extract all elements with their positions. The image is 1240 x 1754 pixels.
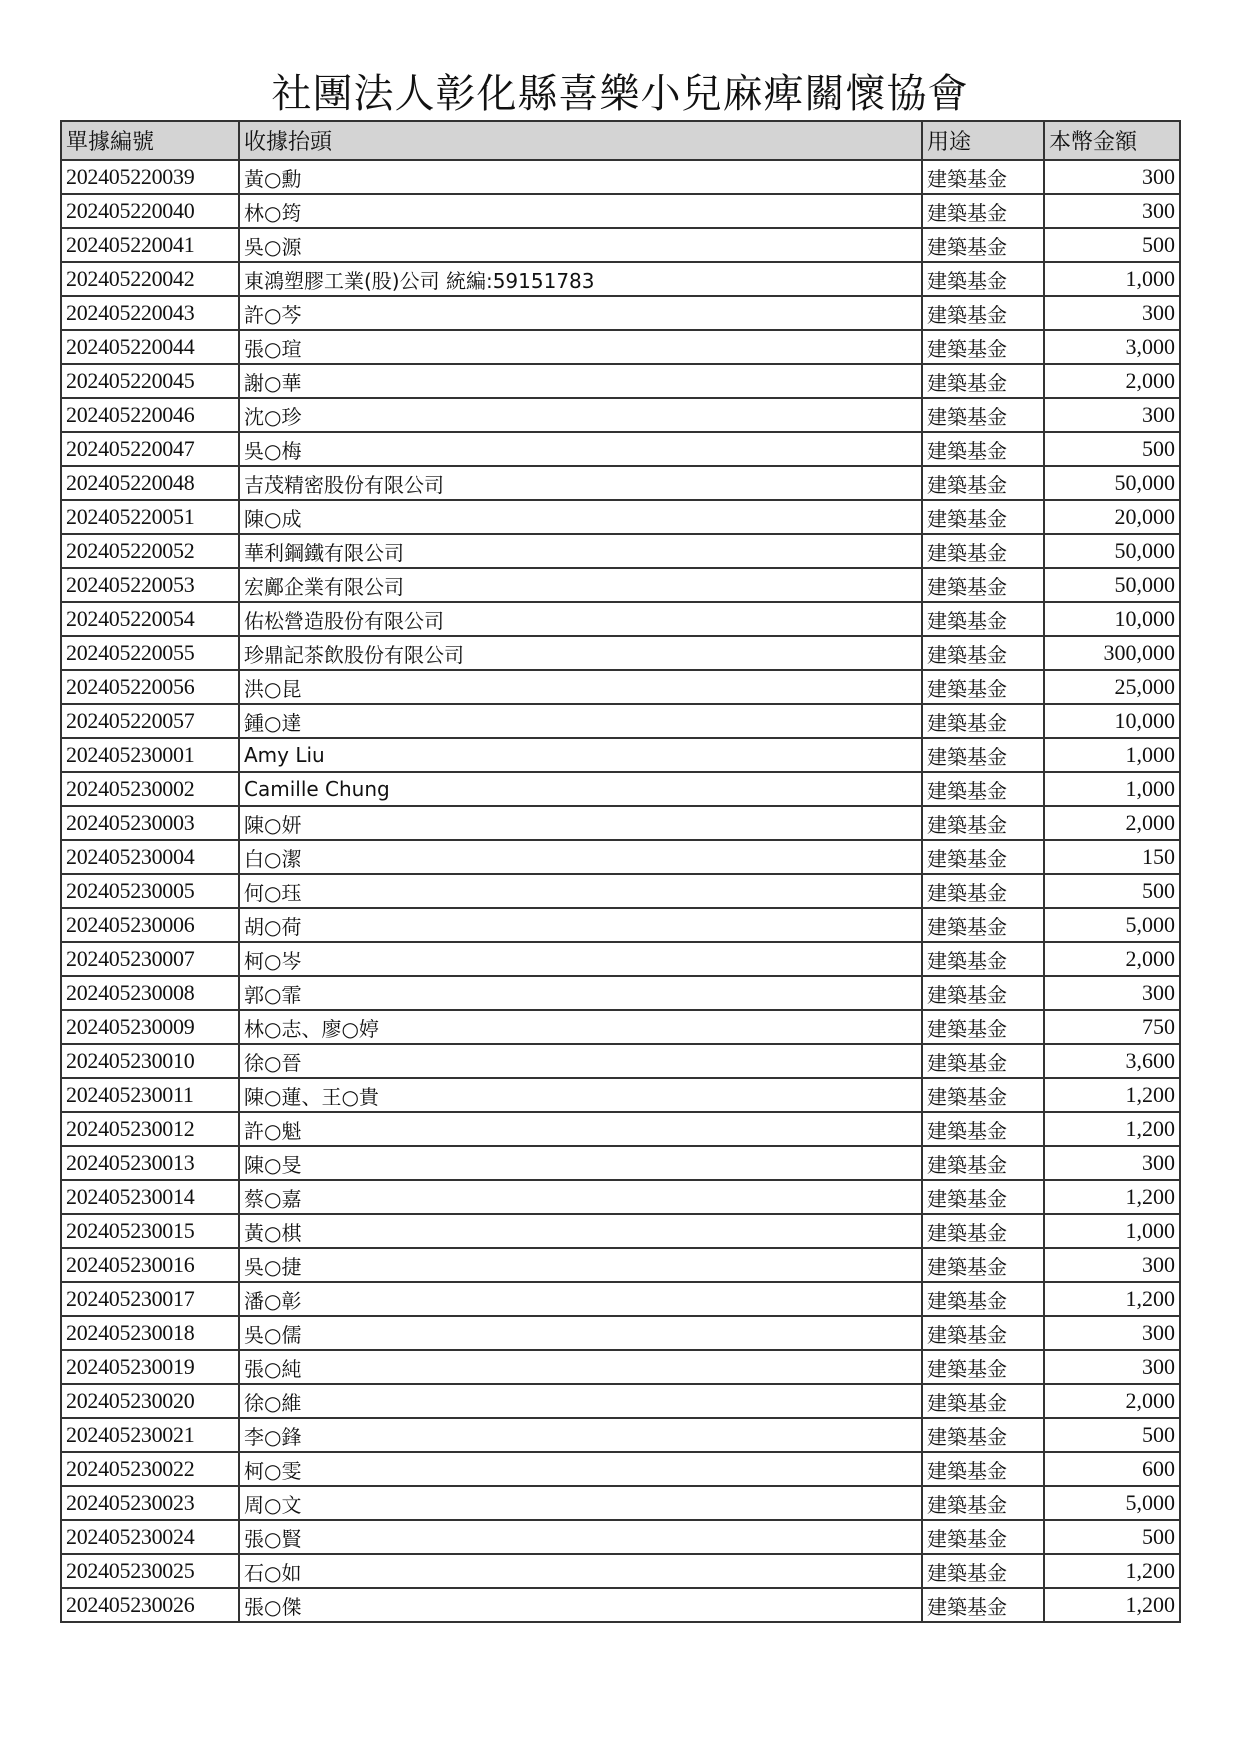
receipt-number-cell: 202405220042 [61,262,239,296]
receipt-number-cell: 202405230011 [61,1078,239,1112]
receipt-number-cell: 202405230005 [61,874,239,908]
table-row [61,1214,1180,1248]
amount-cell: 5,000 [1044,908,1180,942]
receipt-title-cell: 吳○儒 [239,1316,922,1350]
header-receipt-no: 單據編號 [61,121,239,160]
receipt-title-cell: 黃○棋 [239,1214,922,1248]
receipt-number-cell: 202405230024 [61,1520,239,1554]
table-row [61,602,1180,636]
header-purpose: 用途 [922,121,1044,160]
receipt-number-cell: 202405230002 [61,772,239,806]
receipt-title-cell: 張○瑄 [239,330,922,364]
receipt-number-cell: 202405220045 [61,364,239,398]
amount-cell: 2,000 [1044,942,1180,976]
table-row [61,1316,1180,1350]
receipt-title-cell: 白○潔 [239,840,922,874]
receipt-title-cell: Camille Chung [239,772,922,806]
table-row [61,398,1180,432]
receipt-number-cell: 202405220054 [61,602,239,636]
receipt-number-cell: 202405230001 [61,738,239,772]
receipt-title-cell: 宏鄺企業有限公司 [239,568,922,602]
receipt-title-cell: 林○筠 [239,194,922,228]
table-row [61,432,1180,466]
receipt-number-cell: 202405230006 [61,908,239,942]
purpose-cell: 建築基金 [922,1282,1044,1316]
receipt-number-cell: 202405220041 [61,228,239,262]
receipt-title-cell: 陳○妍 [239,806,922,840]
receipt-title-cell: 洪○昆 [239,670,922,704]
table-row [61,942,1180,976]
table-row [61,568,1180,602]
receipt-title-cell: 張○賢 [239,1520,922,1554]
receipt-title-cell: 蔡○嘉 [239,1180,922,1214]
receipt-title-cell: Amy Liu [239,738,922,772]
receipt-number-cell: 202405220048 [61,466,239,500]
amount-cell: 300 [1044,976,1180,1010]
purpose-cell: 建築基金 [922,1588,1044,1622]
table-row [61,772,1180,806]
receipt-title-cell: 佑松營造股份有限公司 [239,602,922,636]
amount-cell: 2,000 [1044,364,1180,398]
purpose-cell: 建築基金 [922,1350,1044,1384]
receipt-title-cell: 吉茂精密股份有限公司 [239,466,922,500]
amount-cell: 300 [1044,1350,1180,1384]
purpose-cell: 建築基金 [922,1078,1044,1112]
table-row [61,738,1180,772]
receipt-number-cell: 202405230025 [61,1554,239,1588]
amount-cell: 50,000 [1044,534,1180,568]
amount-cell: 1,200 [1044,1112,1180,1146]
purpose-cell: 建築基金 [922,1316,1044,1350]
amount-cell: 20,000 [1044,500,1180,534]
purpose-cell: 建築基金 [922,228,1044,262]
receipt-number-cell: 202405230020 [61,1384,239,1418]
amount-cell: 1,000 [1044,772,1180,806]
receipt-number-cell: 202405230010 [61,1044,239,1078]
purpose-cell: 建築基金 [922,1520,1044,1554]
receipt-number-cell: 202405230019 [61,1350,239,1384]
receipt-number-cell: 202405220043 [61,296,239,330]
amount-cell: 300 [1044,296,1180,330]
receipt-title-cell: 周○文 [239,1486,922,1520]
table-row [61,194,1180,228]
amount-cell: 300 [1044,1248,1180,1282]
amount-cell: 500 [1044,1418,1180,1452]
receipt-title-cell: 林○志、廖○婷 [239,1010,922,1044]
amount-cell: 3,600 [1044,1044,1180,1078]
receipt-title-cell: 胡○荷 [239,908,922,942]
amount-cell: 10,000 [1044,602,1180,636]
purpose-cell: 建築基金 [922,1384,1044,1418]
table-row [61,1350,1180,1384]
purpose-cell: 建築基金 [922,1214,1044,1248]
purpose-cell: 建築基金 [922,466,1044,500]
receipt-title-cell: 珍鼎記茶飲股份有限公司 [239,636,922,670]
receipt-number-cell: 202405230021 [61,1418,239,1452]
amount-cell: 300 [1044,1316,1180,1350]
receipt-number-cell: 202405220056 [61,670,239,704]
table-row [61,1588,1180,1622]
purpose-cell: 建築基金 [922,568,1044,602]
table-row [61,262,1180,296]
purpose-cell: 建築基金 [922,874,1044,908]
amount-cell: 750 [1044,1010,1180,1044]
amount-cell: 50,000 [1044,466,1180,500]
amount-cell: 300 [1044,194,1180,228]
purpose-cell: 建築基金 [922,1554,1044,1588]
purpose-cell: 建築基金 [922,1248,1044,1282]
receipt-number-cell: 202405230003 [61,806,239,840]
receipt-title-cell: 郭○霏 [239,976,922,1010]
receipt-title-cell: 張○純 [239,1350,922,1384]
amount-cell: 5,000 [1044,1486,1180,1520]
amount-cell: 1,000 [1044,262,1180,296]
purpose-cell: 建築基金 [922,670,1044,704]
table-row [61,1452,1180,1486]
table-row [61,1554,1180,1588]
amount-cell: 500 [1044,432,1180,466]
amount-cell: 10,000 [1044,704,1180,738]
table-row [61,704,1180,738]
purpose-cell: 建築基金 [922,330,1044,364]
receipt-number-cell: 202405230023 [61,1486,239,1520]
receipt-title-cell: 徐○晉 [239,1044,922,1078]
purpose-cell: 建築基金 [922,364,1044,398]
amount-cell: 1,200 [1044,1282,1180,1316]
receipt-title-cell: 陳○蓮、王○貴 [239,1078,922,1112]
purpose-cell: 建築基金 [922,602,1044,636]
amount-cell: 300 [1044,398,1180,432]
amount-cell: 1,000 [1044,738,1180,772]
purpose-cell: 建築基金 [922,908,1044,942]
table-row [61,1486,1180,1520]
table-row [61,1520,1180,1554]
header-receipt-title: 收據抬頭 [239,121,922,160]
receipt-number-cell: 202405230014 [61,1180,239,1214]
amount-cell: 300,000 [1044,636,1180,670]
receipt-number-cell: 202405230015 [61,1214,239,1248]
amount-cell: 2,000 [1044,1384,1180,1418]
receipt-number-cell: 202405230017 [61,1282,239,1316]
receipt-title-cell: 何○珏 [239,874,922,908]
table-row [61,670,1180,704]
receipt-number-cell: 202405220044 [61,330,239,364]
receipt-title-cell: 柯○雯 [239,1452,922,1486]
receipt-number-cell: 202405230009 [61,1010,239,1044]
receipt-title-cell: 吳○梅 [239,432,922,466]
receipt-title-cell: 許○魁 [239,1112,922,1146]
table-row [61,1146,1180,1180]
receipt-title-cell: 吳○捷 [239,1248,922,1282]
amount-cell: 1,200 [1044,1180,1180,1214]
purpose-cell: 建築基金 [922,636,1044,670]
amount-cell: 500 [1044,228,1180,262]
table-row [61,500,1180,534]
purpose-cell: 建築基金 [922,1146,1044,1180]
table-row [61,1010,1180,1044]
purpose-cell: 建築基金 [922,432,1044,466]
purpose-cell: 建築基金 [922,738,1044,772]
purpose-cell: 建築基金 [922,160,1044,194]
table-row [61,1248,1180,1282]
receipt-number-cell: 202405220040 [61,194,239,228]
table-row [61,1180,1180,1214]
receipt-title-cell: 沈○珍 [239,398,922,432]
receipt-title-cell: 李○鋒 [239,1418,922,1452]
purpose-cell: 建築基金 [922,704,1044,738]
purpose-cell: 建築基金 [922,1418,1044,1452]
purpose-cell: 建築基金 [922,1010,1044,1044]
amount-cell: 1,200 [1044,1078,1180,1112]
receipt-number-cell: 202405230016 [61,1248,239,1282]
receipt-number-cell: 202405220039 [61,160,239,194]
header-amount: 本幣金額 [1044,121,1180,160]
table-row [61,330,1180,364]
amount-cell: 300 [1044,160,1180,194]
table-row [61,636,1180,670]
table-row [61,1044,1180,1078]
table-row [61,976,1180,1010]
receipt-number-cell: 202405220047 [61,432,239,466]
receipt-number-cell: 202405230018 [61,1316,239,1350]
receipt-number-cell: 202405230022 [61,1452,239,1486]
receipt-number-cell: 202405220057 [61,704,239,738]
amount-cell: 600 [1044,1452,1180,1486]
table-row [61,840,1180,874]
receipt-title-cell: 陳○旻 [239,1146,922,1180]
purpose-cell: 建築基金 [922,806,1044,840]
receipt-title-cell: 鍾○達 [239,704,922,738]
purpose-cell: 建築基金 [922,942,1044,976]
receipt-number-cell: 202405220052 [61,534,239,568]
receipt-title-cell: 徐○維 [239,1384,922,1418]
receipt-title-cell: 張○傑 [239,1588,922,1622]
receipt-title-cell: 陳○成 [239,500,922,534]
purpose-cell: 建築基金 [922,976,1044,1010]
table-row [61,806,1180,840]
receipt-number-cell: 202405220055 [61,636,239,670]
amount-cell: 500 [1044,1520,1180,1554]
receipt-title-cell: 許○芩 [239,296,922,330]
table-row [61,296,1180,330]
table-row [61,364,1180,398]
purpose-cell: 建築基金 [922,1180,1044,1214]
table-body [61,160,1180,1622]
receipt-title-cell: 黃○勳 [239,160,922,194]
purpose-cell: 建築基金 [922,840,1044,874]
table-row [61,1418,1180,1452]
amount-cell: 2,000 [1044,806,1180,840]
purpose-cell: 建築基金 [922,194,1044,228]
amount-cell: 500 [1044,874,1180,908]
receipt-number-cell: 202405220046 [61,398,239,432]
receipt-title-cell: 東鴻塑膠工業(股)公司 統編:59151783 [239,262,922,296]
receipt-number-cell: 202405220053 [61,568,239,602]
purpose-cell: 建築基金 [922,296,1044,330]
receipt-number-cell: 202405230008 [61,976,239,1010]
receipt-title-cell: 華利鋼鐵有限公司 [239,534,922,568]
table-row [61,874,1180,908]
amount-cell: 3,000 [1044,330,1180,364]
receipt-title-cell: 謝○華 [239,364,922,398]
purpose-cell: 建築基金 [922,534,1044,568]
table-row [61,466,1180,500]
amount-cell: 150 [1044,840,1180,874]
table-row [61,1384,1180,1418]
amount-cell: 1,200 [1044,1554,1180,1588]
receipt-title-cell: 柯○岑 [239,942,922,976]
amount-cell: 1,000 [1044,1214,1180,1248]
receipt-number-cell: 202405230026 [61,1588,239,1622]
receipt-number-cell: 202405230013 [61,1146,239,1180]
amount-cell: 50,000 [1044,568,1180,602]
donation-table [60,120,1181,1623]
receipt-number-cell: 202405220051 [61,500,239,534]
table-row [61,1078,1180,1112]
table-row [61,1282,1180,1316]
purpose-cell: 建築基金 [922,398,1044,432]
purpose-cell: 建築基金 [922,1452,1044,1486]
purpose-cell: 建築基金 [922,1044,1044,1078]
amount-cell: 1,200 [1044,1588,1180,1622]
table-row [61,1112,1180,1146]
receipt-number-cell: 202405230007 [61,942,239,976]
purpose-cell: 建築基金 [922,1486,1044,1520]
table-header-row [61,121,1180,160]
purpose-cell: 建築基金 [922,1112,1044,1146]
table-row [61,228,1180,262]
table-row [61,160,1180,194]
table-row [61,534,1180,568]
page-title: 社團法人彰化縣喜樂小兒麻痺關懷協會 [271,71,969,117]
amount-cell: 25,000 [1044,670,1180,704]
table-row [61,908,1180,942]
receipt-title-cell: 潘○彰 [239,1282,922,1316]
purpose-cell: 建築基金 [922,772,1044,806]
amount-cell: 300 [1044,1146,1180,1180]
receipt-number-cell: 202405230012 [61,1112,239,1146]
receipt-title-cell: 石○如 [239,1554,922,1588]
purpose-cell: 建築基金 [922,262,1044,296]
receipt-title-cell: 吳○源 [239,228,922,262]
receipt-number-cell: 202405230004 [61,840,239,874]
purpose-cell: 建築基金 [922,500,1044,534]
